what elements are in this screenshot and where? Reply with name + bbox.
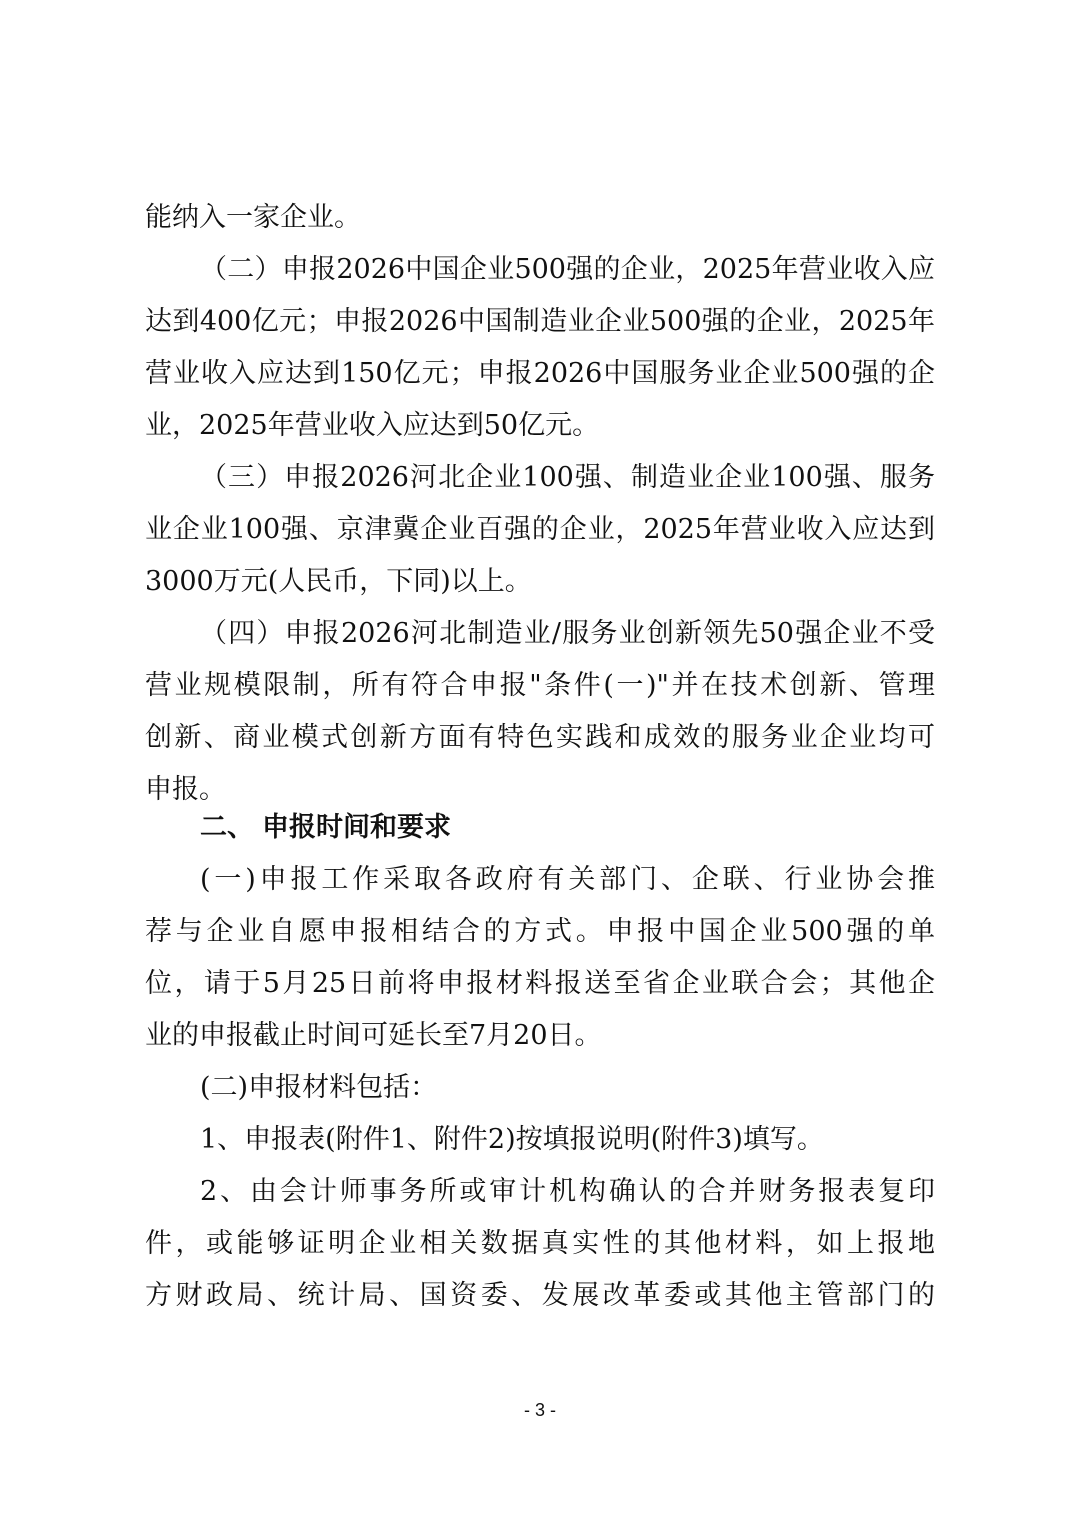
section-heading-number: 二、 xyxy=(200,812,254,843)
paragraph-line: 1、申报表(附件1、附件2)按填报说明(附件3)填写。 xyxy=(200,1124,824,1155)
paragraph-line: （二）申报2026中国企业500强的企业，2025年营业收入应 xyxy=(200,254,935,285)
section-heading-title: 申报时间和要求 xyxy=(262,812,451,843)
paragraph-line: 营业规模限制，所有符合申报"条件(一)"并在技术创新、管理 xyxy=(145,670,935,701)
paragraph-line: 业的申报截止时间可延长至7月20日。 xyxy=(145,1020,602,1051)
paragraph-line: 营业收入应达到150亿元；申报2026中国服务业企业500强的企 xyxy=(145,358,935,389)
paragraph-line: （三）申报2026河北企业100强、制造业企业100强、服务 xyxy=(200,462,935,493)
paragraph-line: 业，2025年营业收入应达到50亿元。 xyxy=(145,410,600,441)
paragraph-line: 位，请于5月25日前将申报材料报送至省企业联合会；其他企 xyxy=(145,968,935,999)
paragraph-line: 2、由会计师事务所或审计机构确认的合并财务报表复印 xyxy=(200,1176,935,1207)
paragraph-line: 申报。 xyxy=(145,774,226,805)
paragraph-line: 件，或能够证明企业相关数据真实性的其他材料，如上报地 xyxy=(145,1228,935,1259)
paragraph-line: 业企业100强、京津冀企业百强的企业，2025年营业收入应达到 xyxy=(145,514,935,545)
page-number: - 3 - xyxy=(523,1400,556,1420)
paragraph-line: (二)申报材料包括： xyxy=(200,1072,438,1103)
paragraph-line: （四）申报2026河北制造业/服务业创新领先50强企业不受 xyxy=(200,618,935,649)
paragraph-line: 3000万元(人民币，下同)以上。 xyxy=(145,566,532,597)
paragraph-line: 荐与企业自愿申报相结合的方式。申报中国企业500强的单 xyxy=(145,916,935,947)
paragraph-line: 达到400亿元；申报2026中国制造业企业500强的企业，2025年 xyxy=(145,306,935,337)
paragraph-line: 能纳入一家企业。 xyxy=(145,202,361,233)
paragraph-line: 创新、商业模式创新方面有特色实践和成效的服务业企业均可 xyxy=(145,722,935,753)
section-heading xyxy=(200,808,451,848)
paragraph-line: (一)申报工作采取各政府有关部门、企联、行业协会推 xyxy=(200,864,935,895)
paragraph-line: 方财政局、统计局、国资委、发展改革委或其他主管部门的 xyxy=(145,1280,935,1311)
